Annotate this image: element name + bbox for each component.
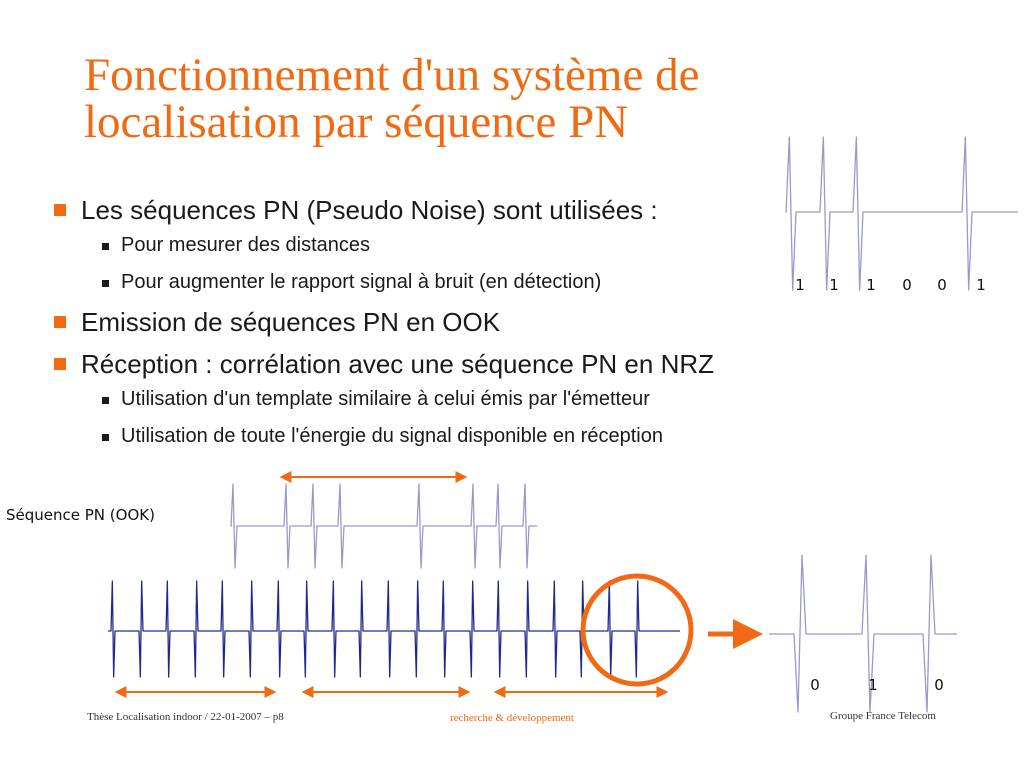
bit-label: 1: [868, 676, 878, 694]
sub-bullet-text: Pour mesurer des distances: [121, 234, 371, 256]
footer-middle: recherche & développement: [450, 712, 574, 724]
bit-label: 0: [934, 676, 944, 694]
ook-pulse-waveform: [786, 137, 1018, 290]
nrz-template-waveform: [769, 555, 957, 712]
bullet-text: Les séquences PN (Pseudo Noise) sont utilisées :: [81, 195, 658, 225]
bit-label: 1: [866, 276, 876, 294]
period-arrows: [117, 477, 666, 692]
bit-label: 1: [829, 276, 839, 294]
sub-bullet-text: Pour augmenter le rapport signal à bruit (en détection): [121, 271, 602, 293]
footer-right: Groupe France Telecom: [830, 710, 936, 722]
sub-bullet-text: Utilisation de toute l'énergie du signal disponible en réception: [121, 425, 663, 447]
pn-sequence-waveform: [231, 484, 537, 568]
bit-label: 1: [795, 276, 805, 294]
bullet-text: Emission de séquences PN en OOK: [81, 307, 501, 337]
bit-label: 0: [810, 676, 820, 694]
nrz-bit-labels: [810, 676, 944, 694]
title-line-2: localisation par séquence PN: [84, 96, 629, 148]
bit-label: 0: [937, 276, 947, 294]
footer-left: Thèse Localisation indoor / 22-01-2007 – p8: [87, 711, 284, 723]
ook-bit-labels: [795, 276, 986, 294]
title-line-1: Fonctionnement d'un système de: [84, 49, 700, 101]
bit-label: 0: [902, 276, 912, 294]
bullet-text: Réception : corrélation avec une séquence PN en NRZ: [81, 349, 715, 379]
bit-label: 1: [976, 276, 986, 294]
sequence-label: Séquence PN (OOK): [6, 506, 155, 524]
sub-bullet-text: Utilisation d'un template similaire à celui émis par l'émetteur: [121, 388, 650, 410]
